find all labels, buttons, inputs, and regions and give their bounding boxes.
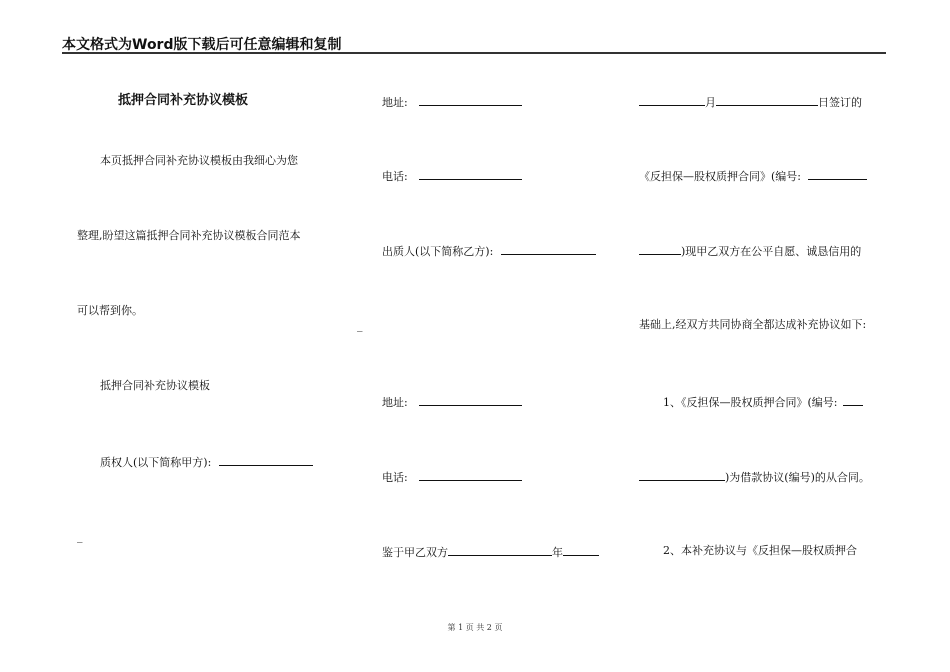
month-blank [639,94,705,106]
doc-name: 抵押合同补充协议模板 [100,379,210,392]
contract-no-blank [808,168,867,180]
pledgee-line [100,454,313,470]
intro-line-3: 可以帮到你。 [77,304,143,317]
basis-line: 基础上,经双方共同协商全都达成补充协议如下: [639,318,867,331]
parties-blank [448,544,552,556]
phone-label-1: 电话: [382,170,408,183]
separator-dash-2: _ [357,319,363,332]
item-1-blank [843,394,863,406]
header-rule [62,52,886,54]
phone-label-2: 电话: [382,471,408,484]
item-1-tail: )为借款协议(编号)的从合同。 [725,471,870,484]
contract-no-blank-cont [639,243,681,255]
page-number: 第 1 页 共 2 页 [447,623,503,632]
contract-ref-label: 《反担保—股权质押合同》(编号: [639,170,801,183]
phone-line-2 [382,469,522,485]
whereas-line [382,544,599,560]
item-1-no-blank [639,469,725,481]
intro-line-1: 本页抵押合同补充协议模板由我细心为您 [100,154,298,167]
separator-dash: _ [77,530,83,543]
pledgee-label: 质权人(以下简称甲方): [100,456,212,469]
year-label: 年 [552,546,563,559]
month-label: 月 [705,96,716,109]
address-label-2: 地址: [382,396,408,409]
address-blank-1 [419,94,522,106]
phone-blank-1 [419,168,522,180]
contract-ref-line [639,168,867,184]
pledgee-blank [219,454,313,466]
item-1-label: 1、《反担保—股权质押合同》(编号: [663,396,838,409]
intro-line-2: 整理,盼望这篇抵押合同补充协议模板合同范本 [77,229,301,242]
pledgor-blank [501,243,596,255]
pledgor-line [382,243,596,259]
phone-blank-2 [419,469,522,481]
item-2-line: 2、本补充协议与《反担保—股权质押合 [663,544,857,557]
whereas-label: 鉴于甲乙双方 [382,546,448,559]
address-line-1 [382,94,522,110]
principle-line [639,243,861,259]
signed-on-label: 日签订的 [818,96,862,109]
address-blank-2 [419,394,522,406]
principle-label: )现甲乙双方在公平自愿、诚恳信用的 [681,245,862,258]
item-1-tail-line [639,469,870,485]
address-label-1: 地址: [382,96,408,109]
address-line-2 [382,394,522,410]
item-1-line [663,394,863,410]
year-blank [563,544,599,556]
date-line [639,94,862,110]
document-title: 抵押合同补充协议模板 [118,93,249,108]
day-blank [716,94,818,106]
phone-line-1 [382,168,522,184]
pledgor-label: 出质人(以下简称乙方): [382,245,494,258]
document-banner: 本文格式为Word版下载后可任意编辑和复制 [62,37,342,53]
